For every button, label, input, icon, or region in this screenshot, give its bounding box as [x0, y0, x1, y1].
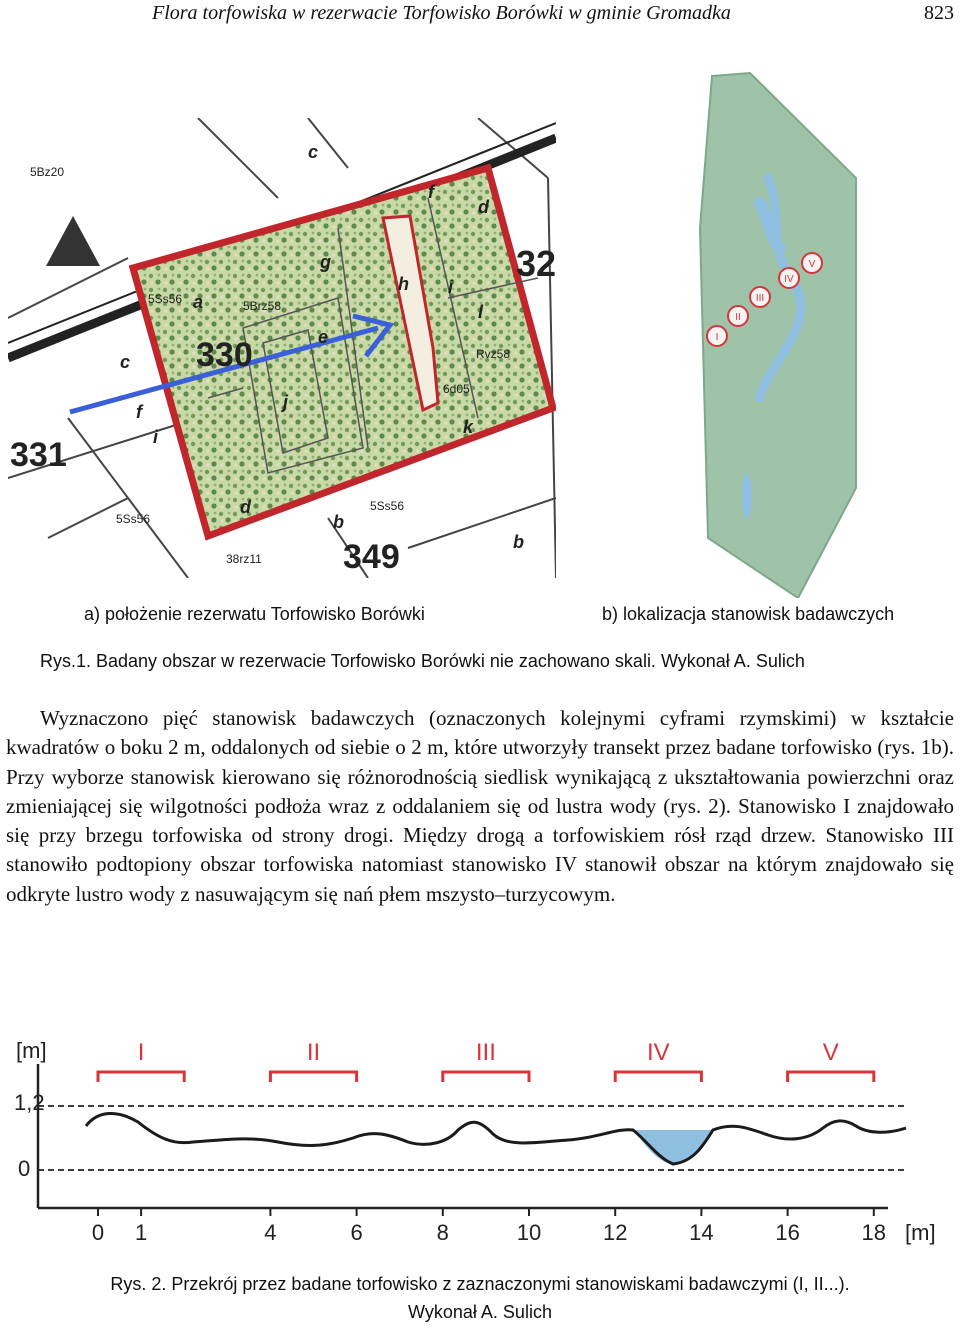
x-tick-label: 10 [516, 1220, 542, 1245]
figure2-caption [0, 1270, 960, 1326]
body-text [6, 704, 954, 909]
profile-drawing [8, 1030, 944, 1256]
plot-label: 5Ss56 [116, 512, 151, 526]
plot-label: 6d05 [443, 382, 470, 396]
x-tick-label: 8 [436, 1220, 449, 1245]
station-label: III [475, 1039, 496, 1066]
parcel-letter: i [448, 277, 454, 297]
station-label: I [715, 332, 719, 343]
plot-label: 38rz11 [226, 552, 262, 566]
page-number: 823 [924, 2, 954, 24]
transect-location-diagram [690, 68, 860, 598]
x-tick-label: 4 [264, 1220, 277, 1245]
figure2-caption-author: Wykonał A. Sulich [408, 1302, 552, 1322]
station-label: III [755, 293, 765, 304]
x-tick-label: 18 [861, 1220, 887, 1245]
station-label: IV [646, 1039, 670, 1066]
parcel-letter: b [333, 512, 344, 532]
map-drawing [8, 118, 556, 578]
parcel-letter: b [513, 532, 524, 552]
running-header [0, 2, 960, 28]
parcel-number: 331 [10, 436, 67, 474]
plot-label: 5Brz58 [243, 299, 282, 313]
parcel-letter: k [463, 417, 474, 437]
station-label: I [137, 1039, 145, 1066]
station-bracket [270, 1072, 356, 1082]
parcel-letter: g [320, 252, 331, 272]
transect-drawing [690, 68, 860, 598]
reserve-location-map [8, 118, 556, 578]
parcel-letter: f [428, 182, 434, 202]
y-axis-label: [m] [16, 1038, 47, 1063]
station-bracket [443, 1072, 529, 1082]
station-bracket [788, 1072, 874, 1082]
parcel-letter: e [318, 327, 329, 347]
parcel-letter: i [153, 427, 159, 447]
water-pond-small [742, 474, 752, 518]
x-tick-label: 12 [602, 1220, 628, 1245]
figure1-caption: Rys.1. Badany obszar w rezerwacie Torfowisko Borówki nie zachowano skali. Wykonał A. Sulich [40, 651, 805, 671]
station-bracket [98, 1072, 184, 1082]
plot-label: 5Ss56 [148, 292, 183, 306]
terrain-profile-line [86, 1113, 906, 1164]
station-label: IV [784, 274, 794, 285]
parcel-number: 349 [343, 538, 400, 576]
station-bracket [615, 1072, 701, 1082]
station-label: II [735, 312, 741, 323]
station-label: V [822, 1039, 839, 1066]
plot-label: 5Ss56 [370, 499, 405, 513]
header-title: Flora torfowiska w rezerwacie Torfowisko Borówki w gminie Gromadka [152, 2, 731, 24]
station-label: II [306, 1039, 321, 1066]
parcel-number: 32 [516, 243, 556, 284]
plot-label: 5Bz20 [30, 165, 65, 179]
parcel-letter: f [136, 402, 142, 422]
plot-label: Rvz58 [476, 347, 511, 361]
parcel-letter: l [478, 302, 484, 322]
station-brackets [98, 1039, 874, 1082]
parcel-letter: d [478, 197, 489, 217]
station-label: V [808, 259, 816, 270]
x-ticks [92, 1208, 886, 1245]
x-tick-label: 14 [689, 1220, 714, 1245]
parcel-letter: j [283, 392, 289, 412]
parcel-letter: d [240, 497, 251, 517]
body-paragraph: Wyznaczono pięć stanowisk badawczych (oznaczonych kolejnymi cyframi rzymskimi) w kształcie kwadratów o boku 2 m, oddalonych od siebie o 2 m, które utworzyły transekt przez badane torfowisko (rys. 1b). Przy wyborze stanowisk kierowano się różnorodnością siedlisk wynikającą z ukształtowania powierzchni oraz zmieniającej się wilgotności podłoża wraz z oddalaniem się od lustra wody (rys. 2). Stanowisko I znajdowało się przy brzegu torfowiska od strony drogi. Między drogą a torfowiskiem rósł rząd drzew. Stanowisko III stanowiło podtopiony obszar torfowiska natomiast stanowisko IV stanowił obszar na którym znajdowało się odkryte lustro wody z nasuwającym się nań płem mszysto–turzycowym. [6, 706, 954, 906]
x-tick-label: 6 [350, 1220, 363, 1245]
figure2-caption-line1: Rys. 2. Przekrój przez badane torfowisko z zaznaczonymi stanowiskami badawczymi (I, II...). [110, 1274, 850, 1294]
x-axis-unit: [m] [905, 1220, 936, 1245]
parcel-letter: c [120, 352, 131, 372]
parcel-letter: a [193, 292, 204, 312]
parcel-number: 330 [196, 336, 253, 374]
figure1a-subcaption: a) położenie rezerwatu Torfowisko Borówki [84, 604, 425, 624]
x-tick-label: 0 [91, 1220, 105, 1245]
y-tick-label: 1,2 [14, 1090, 45, 1115]
y-tick-label: 0 [18, 1156, 31, 1181]
x-tick-label: 16 [775, 1220, 800, 1245]
parcel-letter: c [308, 142, 319, 162]
figure1b-subcaption: b) lokalizacja stanowisk badawczych [602, 604, 895, 624]
parcel-letter: h [398, 274, 409, 294]
x-tick-label: 1 [134, 1220, 148, 1245]
cross-section-profile [8, 1030, 944, 1256]
